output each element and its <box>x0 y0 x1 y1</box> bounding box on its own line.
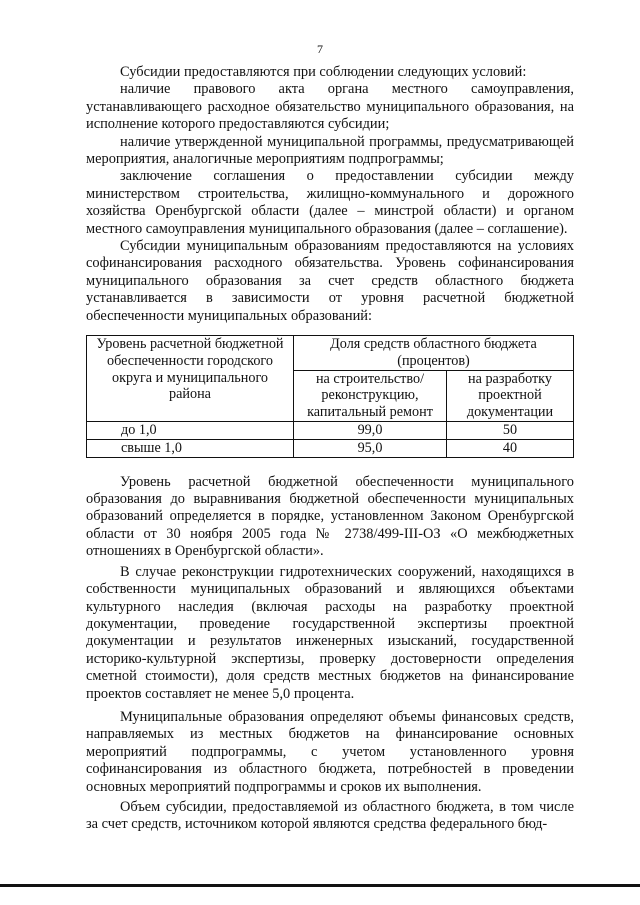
paragraph-condition-program: наличие утвержденной муниципальной программы, предусматривающей мероприятия, аналогичные мероприятиям подпрограммы; <box>86 133 574 168</box>
document-body <box>86 64 574 834</box>
paragraph-condition-legal-act: наличие правового акта органа местного самоуправления, устанавливающего расходное обязательство муниципального образования, на исполнение которого предоставляются субсидии; <box>86 81 574 133</box>
paragraph-subsidy-volume: Объем субсидии, предоставляемой из областного бюджета, в том числе за счет средств, источником которой являются средства федерального бюд- <box>86 798 574 833</box>
table-cell-construction: 99,0 <box>294 422 447 440</box>
table-header-construction: на строительство/ реконструкцию, капитальный ремонт <box>294 370 447 421</box>
paragraph-hydro-reconstruction: В случае реконструкции гидротехнических сооружений, находящихся в собственности муниципальных образований и являющихся объектами культурного наследия (включая расходы на разработку проектной документации, проведение государственной экспертизы проектной документации и результатов инженерных изысканий, государственной историко-культурной экспертизы, проверку достоверности определения сметной стоимости), доля средств местных бюджетов на финансирование проектов составляет не менее 5,0 процента. <box>86 563 574 702</box>
table-header-row <box>87 336 574 371</box>
page-number: 7 <box>317 42 323 56</box>
table-cell-level: свыше 1,0 <box>87 439 294 457</box>
table-header-level: Уровень расчетной бюджетной обеспеченности городского округа и муниципального района <box>87 336 294 422</box>
paragraph-condition-agreement: заключение соглашения о предоставлении субсидии между министерством строительства, жилищно-коммунального и дорожного хозяйства Оренбургской области (далее – минстрой области) и органом местного самоуправления муниципального образования (далее – соглашение). <box>86 168 574 237</box>
table-cell-design: 40 <box>447 439 574 457</box>
bottom-rule <box>0 884 640 887</box>
table-row <box>87 439 574 457</box>
paragraph-budget-level: Уровень расчетной бюджетной обеспеченности муниципального образования до выравнивания бюджетной обеспеченности муниципальных образований определяется в порядке, установленном Законом Оренбургской области от 30 ноября 2005 года № 2738/499-III-ОЗ «О межбюджетных отношениях в Оренбургской области». <box>86 473 574 560</box>
table-cell-construction: 95,0 <box>294 439 447 457</box>
cofinancing-table <box>86 335 574 458</box>
paragraph-cofinancing: Субсидии муниципальным образованиям предоставляются на условиях софинансирования расходного обязательства. Уровень софинансирования муниципального образования за счет средств областного бюджета устанавливается в зависимости от уровня расчетной бюджетной обеспеченности муниципальных образований: <box>86 238 574 324</box>
table-cell-design: 50 <box>447 422 574 440</box>
paragraph-municipal-funding: Муниципальные образования определяют объемы финансовых средств, направляемых из местных бюджетов на финансирование основных мероприятий подпрограммы, с учетом установленного уровня софинансирования из областного бюджета, потребностей в проведении основных мероприятий подпрограммы и сроков их выполнения. <box>86 708 574 795</box>
table-row <box>87 422 574 440</box>
table-header-design: на разработку проектной документации <box>447 370 574 421</box>
paragraph-conditions-intro: Субсидии предоставляются при соблюдении следующих условий: <box>120 64 527 80</box>
table-cell-level: до 1,0 <box>87 422 294 440</box>
table-header-share: Доля средств областного бюджета (процентов) <box>294 336 574 371</box>
